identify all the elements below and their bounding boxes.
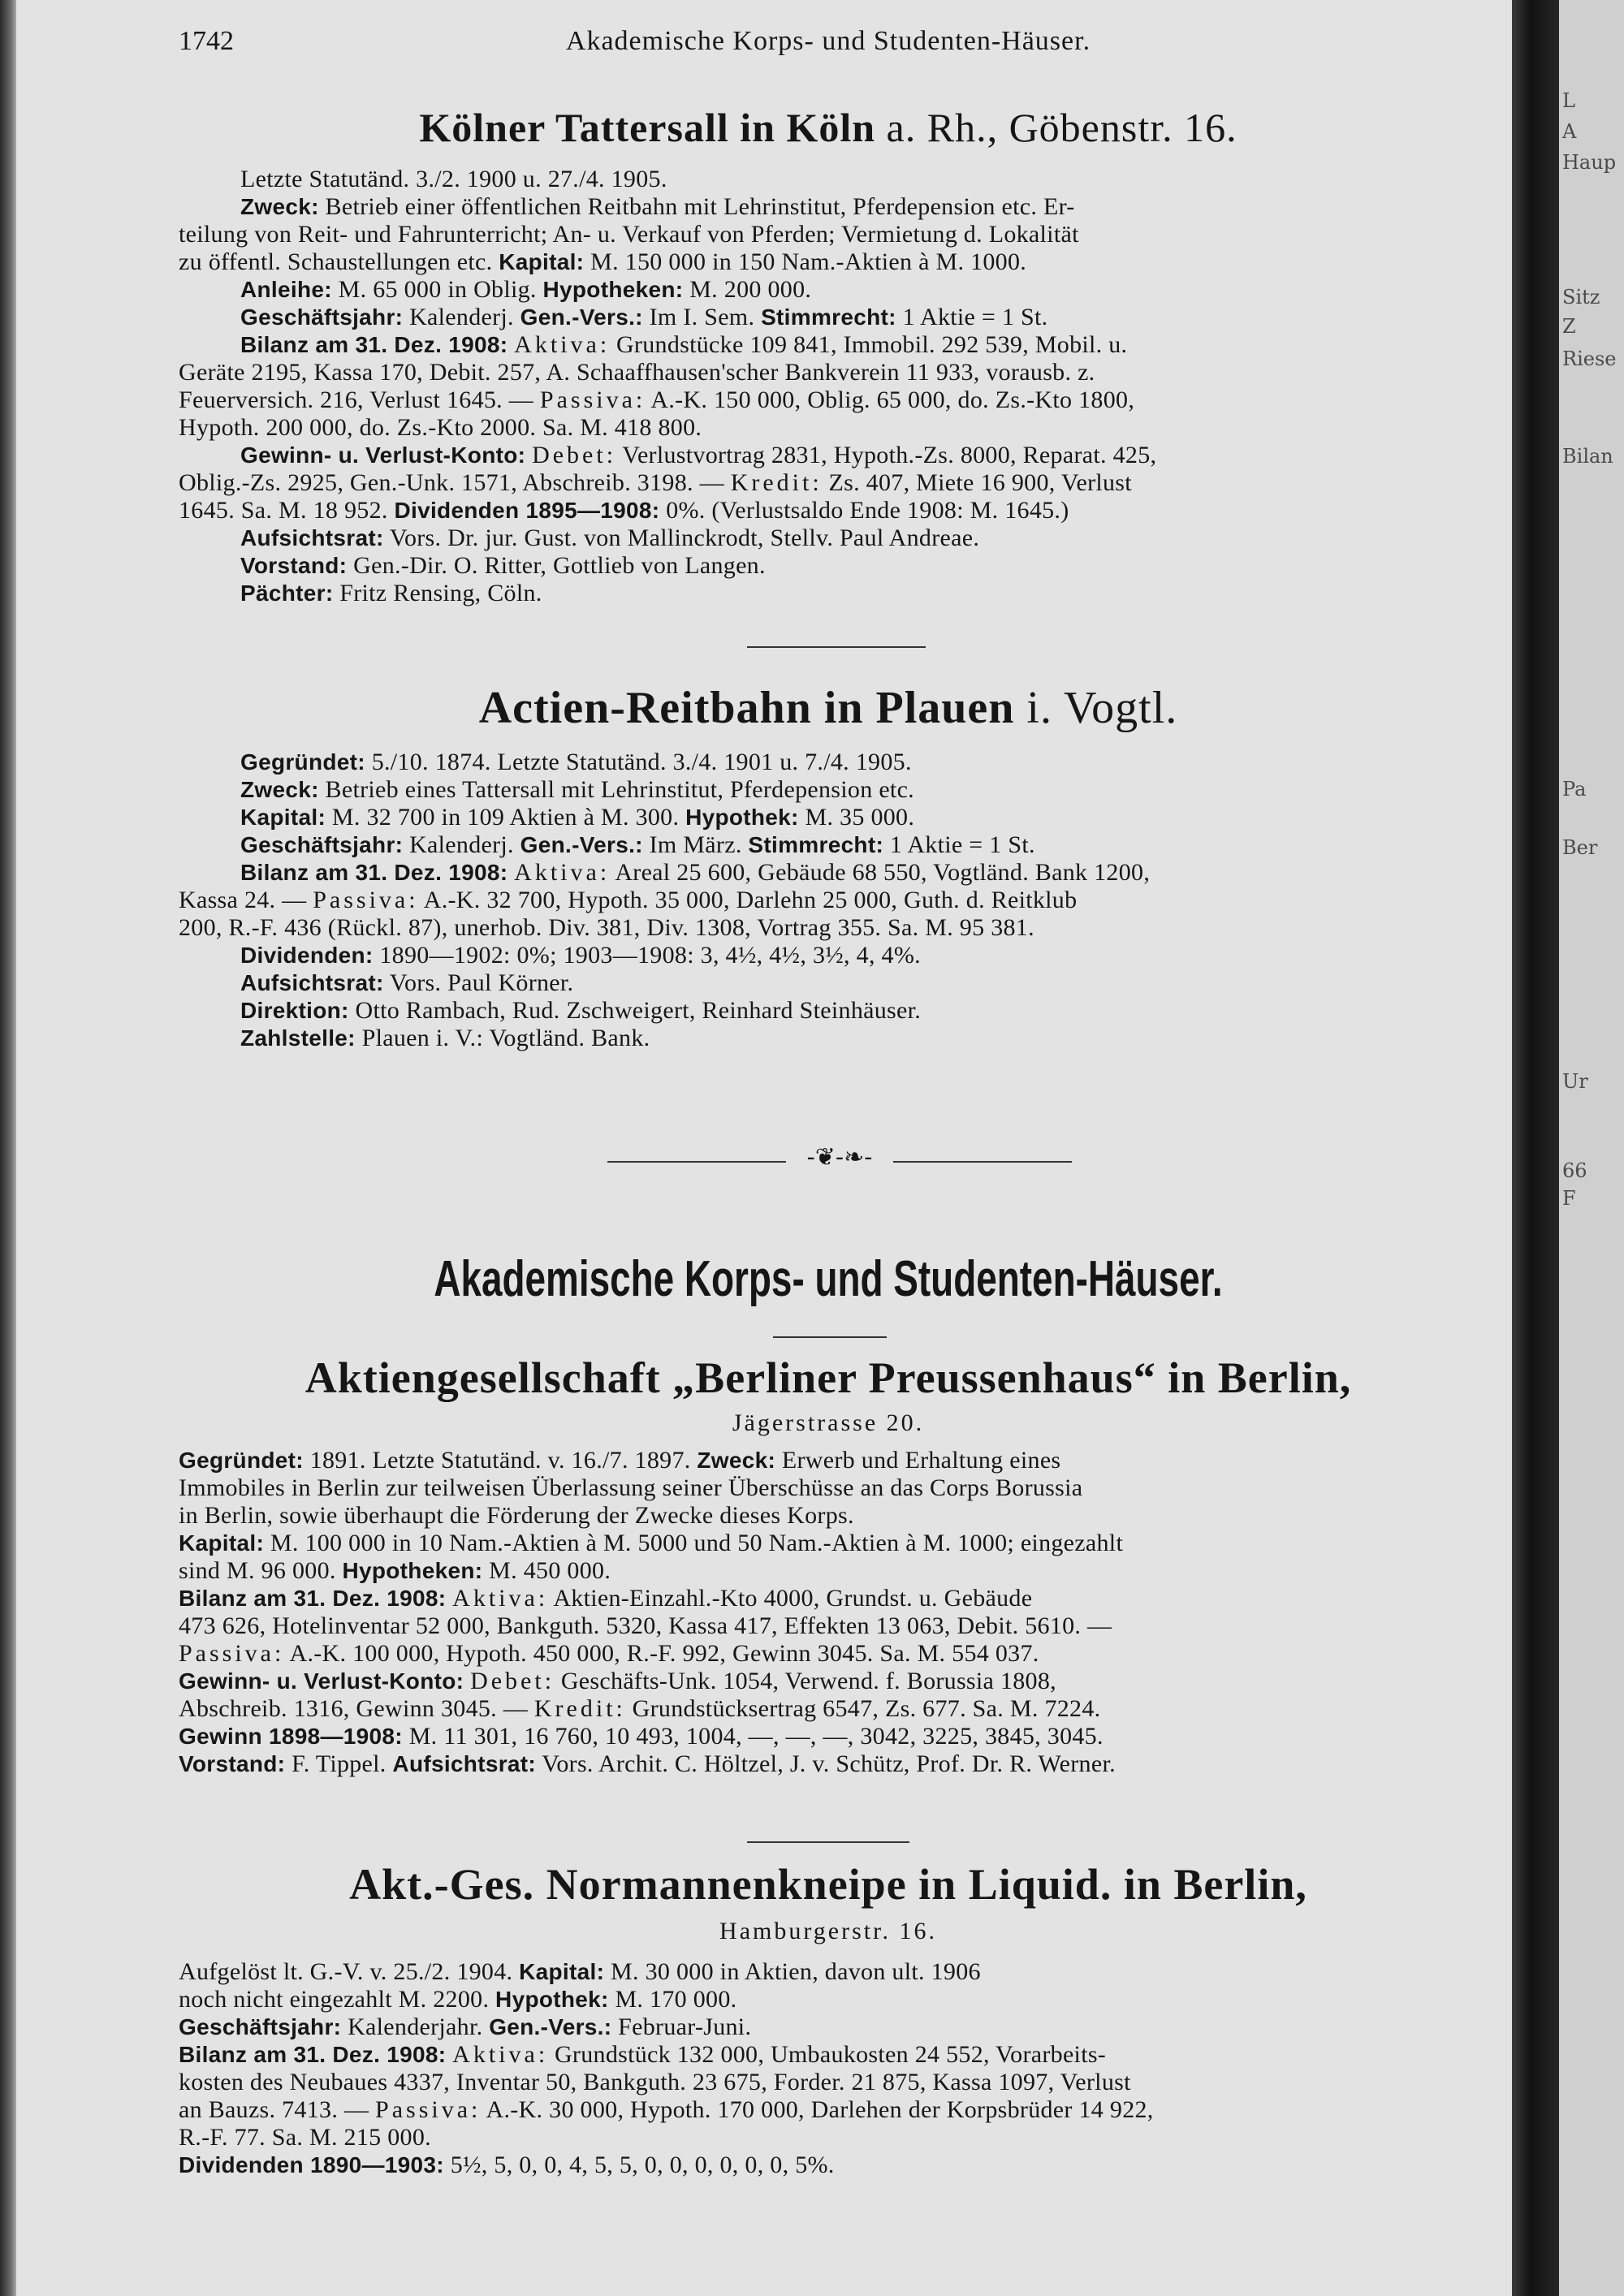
koelner-line: teilung von Reit- und Fahrunterricht; An- u. Verkauf von Pferden; Vermietung d. Lokalität (179, 221, 1079, 248)
plauen-line: Direktion: Otto Rambach, Rud. Zschweigert, Reinhard Steinhäuser. (240, 997, 922, 1024)
koelner-line: Aufsichtsrat: Vors. Dr. jur. Gust. von Mallinckrodt, Stellv. Paul Andreae. (240, 524, 980, 551)
section-divider (747, 1841, 909, 1843)
koelner-line: Geschäftsjahr: Kalenderj. Gen.-Vers.: Im I. Sem. Stimmrecht: 1 Aktie = 1 St. (240, 304, 1048, 330)
koelner-line: Gewinn- u. Verlust-Konto: Debet: Verlustvortrag 2831, Hypoth.-Zs. 8000, Reparat. 425, (240, 442, 1157, 468)
neighbor-fragment: Bilan (1562, 445, 1613, 468)
koelner-line: Zweck: Betrieb einer öffentlichen Reitbahn mit Lehrinstitut, Pferdepension etc. Er- (240, 193, 1075, 220)
neighbor-fragment: Z (1562, 315, 1576, 338)
neighbor-fragment: Pa (1562, 778, 1587, 801)
section-divider (747, 646, 926, 648)
koelner-line: Hypoth. 200 000, do. Zs.-Kto 2000. Sa. M. 418 800. (179, 414, 702, 441)
ornament-line-right (893, 1161, 1072, 1163)
neighbor-fragment: Ber (1562, 836, 1598, 859)
page-number: 1742 (179, 26, 234, 56)
preussenhaus-address: Jägerstrasse 20. (732, 1409, 925, 1436)
koelner-title (162, 104, 1494, 151)
neighbor-fragment: Riese (1562, 347, 1617, 370)
preussenhaus-line: Immobiles in Berlin zur teilweisen Überlassung seiner Überschüsse an das Corps Borussia (179, 1474, 1083, 1501)
plauen-line: Zweck: Betrieb eines Tattersall mit Lehrinstitut, Pferdepension etc. (240, 776, 914, 803)
plauen-line: Dividenden: 1890—1902: 0%; 1903—1908: 3, 4½, 4½, 3½, 4, 4%. (240, 942, 921, 969)
plauen-line: 200, R.-F. 436 (Rückl. 87), unerhob. Div. 381, Div. 1308, Vortrag 355. Sa. M. 95 381. (179, 914, 1034, 941)
normannen-address: Hamburgerstr. 16. (719, 1918, 937, 1944)
preussenhaus-line: Vorstand: F. Tippel. Aufsichtsrat: Vors. Archit. C. Höltzel, J. v. Schütz, Prof. Dr. R. Werner. (179, 1750, 1116, 1777)
book-gutter (1512, 0, 1559, 2296)
running-title: Akademische Korps- und Studenten-Häuser. (565, 26, 1091, 56)
normannen-title: Akt.-Ges. Normannenkneipe in Liquid. in Berlin, (349, 1860, 1307, 1909)
normannen-line: noch nicht eingezahlt M. 2200. Hypothek: M. 170 000. (179, 1986, 737, 2013)
category-heading: Akademische Korps- und Studenten-Häuser. (434, 1251, 1223, 1307)
plauen-title-rest: i. Vogtl. (1026, 683, 1178, 733)
preussenhaus-line: Gegründet: 1891. Letzte Statutänd. v. 16./7. 1897. Zweck: Erwerb und Erhaltung eines (179, 1447, 1061, 1474)
plauen-line: Kapital: M. 32 700 in 109 Aktien à M. 300. Hypothek: M. 35 000. (240, 804, 915, 831)
koelner-line: Bilanz am 31. Dez. 1908: Aktiva: Grundstücke 109 841, Immobil. 292 539, Mobil. u. (240, 331, 1128, 358)
preussenhaus-line: Kapital: M. 100 000 in 10 Nam.-Aktien à M. 5000 und 50 Nam.-Aktien à M. 1000; eingezahlt (179, 1530, 1124, 1556)
plauen-line: Geschäftsjahr: Kalenderj. Gen.-Vers.: Im März. Stimmrecht: 1 Aktie = 1 St. (240, 831, 1035, 858)
preussenhaus-title: Aktiengesellschaft „Berliner Preussenhaus“ in Berlin, (304, 1353, 1352, 1402)
koelner-line: Geräte 2195, Kassa 170, Debit. 257, A. Schaaffhausen'scher Bankverein 11 933, vorausb. z. (179, 359, 1095, 386)
plauen-line: Zahlstelle: Plauen i. V.: Vogtländ. Bank. (240, 1025, 650, 1051)
preussenhaus-line: Gewinn 1898—1908: M. 11 301, 16 760, 10 493, 1004, —, —, —, 3042, 3225, 3845, 3045. (179, 1723, 1104, 1750)
neighbor-fragment: Sitz (1562, 286, 1600, 309)
normannen-line: an Bauzs. 7413. — Passiva: A.-K. 30 000, Hypoth. 170 000, Darlehen der Korpsbrüder 14 922, (179, 2096, 1154, 2123)
scan-left-edge (0, 0, 18, 2296)
neighbor-page-strip (1559, 0, 1624, 2296)
normannen-line: Dividenden 1890—1903: 5½, 5, 0, 0, 4, 5, 5, 0, 0, 0, 0, 0, 0, 5%. (179, 2151, 835, 2178)
koelner-line: 1645. Sa. M. 18 952. Dividenden 1895—1908: 0%. (Verlustsaldo Ende 1908: M. 1645.) (179, 497, 1069, 524)
plauen-title-bold: Actien-Reitbahn in Plauen (478, 683, 1015, 733)
normannen-line: Bilanz am 31. Dez. 1908: Aktiva: Grundstück 132 000, Umbaukosten 24 552, Vorarbeits- (179, 2041, 1107, 2068)
neighbor-fragment: F (1562, 1187, 1576, 1210)
ornamental-divider (162, 1143, 1494, 1176)
plauen-line: Bilanz am 31. Dez. 1908: Aktiva: Areal 25 600, Gebäude 68 550, Vogtländ. Bank 1200, (240, 859, 1151, 886)
normannen-line: kosten des Neubaues 4337, Inventar 50, Bankguth. 23 675, Forder. 21 875, Kassa 1097, Verlust (179, 2069, 1131, 2095)
plauen-line: Kassa 24. — Passiva: A.-K. 32 700, Hypoth. 35 000, Darlehn 25 000, Guth. d. Reitklub (179, 887, 1078, 913)
plauen-line: Gegründet: 5./10. 1874. Letzte Statutänd. 3./4. 1901 u. 7./4. 1905. (240, 749, 912, 775)
neighbor-fragment: L (1562, 89, 1575, 112)
preussenhaus-line: Bilanz am 31. Dez. 1908: Aktiva: Aktien-Einzahl.-Kto 4000, Grundst. u. Gebäude (179, 1585, 1033, 1612)
normannen-line: R.-F. 77. Sa. M. 215 000. (179, 2124, 431, 2151)
normannen-line: Aufgelöst lt. G.-V. v. 25./2. 1904. Kapital: M. 30 000 in Aktien, davon ult. 1906 (179, 1958, 981, 1985)
koelner-line: Letzte Statutänd. 3./2. 1900 u. 27./4. 1905. (240, 166, 667, 192)
koelner-line: Oblig.-Zs. 2925, Gen.-Unk. 1571, Abschreib. 3198. — Kredit: Zs. 407, Miete 16 900, Verlust (179, 469, 1132, 496)
plauen-line: Aufsichtsrat: Vors. Paul Körner. (240, 969, 574, 996)
running-header (162, 26, 1494, 58)
koelner-line: Vorstand: Gen.-Dir. O. Ritter, Gottlieb von Langen. (240, 552, 766, 579)
preussenhaus-line: in Berlin, sowie überhaupt die Förderung der Zwecke dieses Korps. (179, 1502, 854, 1529)
koelner-line: Feuerversich. 216, Verlust 1645. — Passiva: A.-K. 150 000, Oblig. 65 000, do. Zs.-Kto 1800, (179, 386, 1135, 413)
neighbor-fragment: 66 (1562, 1159, 1587, 1182)
neighbor-fragment: Haup (1562, 151, 1617, 174)
preussenhaus-line: Abschreib. 1316, Gewinn 3045. — Kredit: Grundstücksertrag 6547, Zs. 677. Sa. M. 7224. (179, 1695, 1101, 1722)
ornament-glyph: -❦-❧- (806, 1143, 873, 1172)
section-divider (773, 1336, 887, 1338)
preussenhaus-line: Passiva: A.-K. 100 000, Hypoth. 450 000, R.-F. 992, Gewinn 3045. Sa. M. 554 037. (179, 1640, 1039, 1667)
preussenhaus-line: sind M. 96 000. Hypotheken: M. 450 000. (179, 1557, 611, 1584)
koelner-line: Pächter: Fritz Rensing, Cöln. (240, 580, 542, 606)
plauen-title (162, 682, 1494, 734)
koelner-line: zu öffentl. Schaustellungen etc. Kapital: M. 150 000 in 150 Nam.-Aktien à M. 1000. (179, 248, 1027, 275)
neighbor-fragment: A (1562, 120, 1577, 143)
preussenhaus-line: 473 626, Hotelinventar 52 000, Bankguth. 5320, Kassa 417, Effekten 13 063, Debit. 5610. — (179, 1612, 1112, 1639)
koelner-line: Anleihe: M. 65 000 in Oblig. Hypotheken: M. 200 000. (240, 276, 812, 303)
ornament-line-left (607, 1161, 786, 1163)
koelner-title-rest: a. Rh., Göbenstr. 16. (886, 105, 1237, 150)
neighbor-fragment: Ur (1562, 1070, 1588, 1093)
normannen-line: Geschäftsjahr: Kalenderjahr. Gen.-Vers.: Februar-Juni. (179, 2013, 752, 2040)
preussenhaus-line: Gewinn- u. Verlust-Konto: Debet: Geschäfts-Unk. 1054, Verwend. f. Borussia 1808, (179, 1668, 1056, 1694)
koelner-title-bold: Kölner Tattersall in Köln (419, 105, 876, 150)
